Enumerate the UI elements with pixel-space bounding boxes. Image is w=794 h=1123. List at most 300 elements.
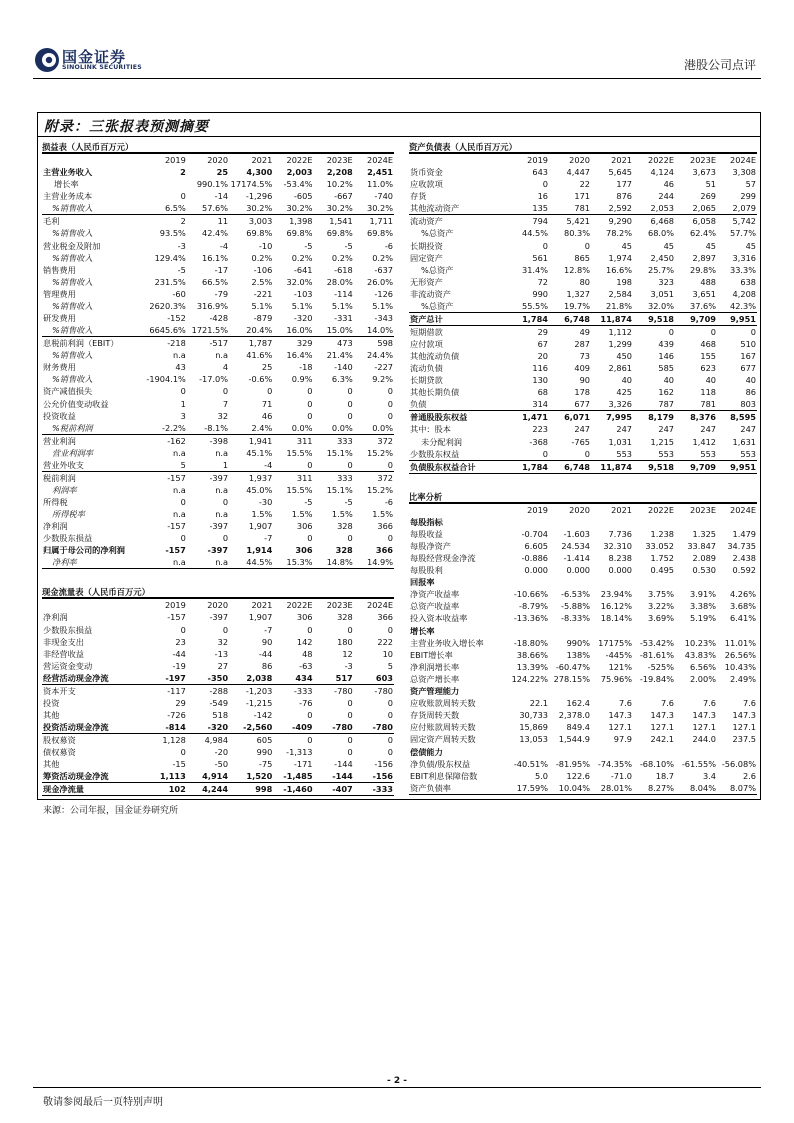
- table-cell: 0.2%: [291, 252, 313, 263]
- table-cell: 643: [532, 167, 548, 178]
- table-row: [409, 673, 757, 685]
- table-cell: 46: [663, 179, 674, 190]
- table-cell: 450: [616, 351, 632, 362]
- table-cell: -409: [273, 721, 313, 734]
- table-cell: -2.2%: [145, 422, 187, 435]
- table-cell: 12: [342, 648, 353, 659]
- table-cell: 42.4%: [202, 228, 229, 239]
- table-cell: 803: [717, 398, 757, 411]
- table-cell: 9,709: [675, 312, 717, 325]
- table-cell: 1,784: [509, 312, 549, 325]
- table-cell: 44.5%: [229, 556, 273, 569]
- table-cell: 3,673: [692, 167, 716, 178]
- table-row: [409, 770, 757, 782]
- table-cell: 990%: [566, 637, 590, 648]
- table-cell: 45.0%: [246, 484, 273, 495]
- row-label: 营业税金及附加: [43, 240, 101, 251]
- table-cell: 1,471: [522, 412, 548, 423]
- table-cell: -6: [384, 240, 393, 251]
- table-cell: 71: [261, 398, 273, 409]
- table-cell: 75.96%: [600, 673, 632, 684]
- table-cell: -162: [167, 435, 186, 446]
- column-header: 2021: [251, 600, 273, 611]
- column-header: 2024E: [729, 155, 756, 166]
- table-cell: 147.3: [650, 710, 674, 721]
- table-row: [409, 612, 757, 624]
- table-cell: -641: [293, 264, 313, 275]
- table-cell: 306: [296, 612, 313, 623]
- table-cell: 605: [256, 735, 273, 746]
- table-cell: 57: [745, 179, 756, 190]
- table-row: [42, 672, 394, 685]
- row-label: 营业利润: [43, 435, 76, 446]
- table-cell: 306: [295, 545, 313, 556]
- table-cell: 9,518: [633, 460, 675, 473]
- table-cell: 333: [337, 435, 353, 446]
- table-cell: -17.0%: [199, 374, 229, 385]
- table-subheading: 增长率: [410, 625, 435, 636]
- table-cell: 2.438: [732, 553, 756, 564]
- table-row: [42, 264, 394, 276]
- column-header: 2021: [611, 155, 632, 166]
- table-cell: 1,784: [509, 460, 549, 473]
- table-cell: -397: [209, 612, 229, 623]
- table-cell: 0: [542, 179, 548, 190]
- table-cell: 62.4%: [689, 228, 716, 239]
- row-label: 经营活动现金净流: [42, 672, 145, 685]
- table-cell: -63: [299, 660, 313, 671]
- table-row: [42, 349, 394, 361]
- table-cell: 5,645: [608, 167, 632, 178]
- column-header: 2019: [527, 504, 548, 515]
- table-cell: -350: [187, 672, 229, 685]
- table-cell: 1,113: [145, 770, 187, 783]
- table-cell: 178: [574, 387, 590, 398]
- table-cell: 1,914: [246, 545, 273, 556]
- table-cell: -0.886: [521, 553, 548, 564]
- table-cell: 5.1%: [291, 300, 313, 311]
- table-cell: -288: [209, 685, 229, 696]
- table-cell: 510: [740, 338, 756, 349]
- row-label: %销售收入: [52, 350, 93, 361]
- table-cell: 2: [180, 167, 186, 178]
- table-cell: 40: [705, 375, 716, 386]
- row-label: %销售收入: [52, 374, 93, 385]
- table-row: [409, 436, 757, 448]
- table-cell: 1.325: [692, 528, 716, 539]
- table-cell: 3.91%: [689, 589, 716, 600]
- table-cell: 86: [261, 660, 273, 671]
- table-row: [42, 544, 394, 556]
- column-header: 2021: [251, 155, 273, 166]
- row-label: 应收款项: [410, 179, 443, 190]
- table-cell: 6,071: [564, 412, 590, 423]
- row-label: 长期贷款: [410, 375, 443, 386]
- table-cell: 0.0%: [273, 422, 313, 435]
- table-row: [409, 166, 757, 178]
- table-cell: 93.5%: [159, 228, 186, 239]
- table-cell: 314: [509, 398, 549, 411]
- column-header: 2022E: [647, 504, 674, 515]
- table-cell: 38.66%: [516, 649, 548, 660]
- row-label: 营业利润率: [52, 447, 93, 458]
- table-row: [42, 300, 394, 312]
- table-cell: 366: [377, 521, 393, 532]
- balance-sheet-title: [409, 141, 757, 154]
- table-cell: 18.7: [655, 770, 674, 781]
- table-cell: 4,124: [650, 167, 674, 178]
- row-label: 所得税率: [52, 509, 85, 520]
- income-statement-title: [42, 141, 394, 154]
- column-header: 2023E: [689, 155, 716, 166]
- table-cell: 244.0: [692, 734, 716, 745]
- table-row: [409, 374, 757, 386]
- table-cell: 781: [675, 398, 717, 411]
- table-cell: -44: [172, 648, 186, 659]
- table-cell: 990.1%: [196, 179, 229, 190]
- table-cell: 15.5%: [286, 447, 313, 458]
- table-header-row: [409, 154, 757, 166]
- row-label: 毛利: [43, 216, 60, 227]
- row-label: 负债: [409, 398, 509, 411]
- table-row: [409, 411, 757, 424]
- table-row: [42, 459, 394, 472]
- table-cell: 10.43%: [724, 661, 756, 672]
- table-cell: 0: [222, 496, 229, 507]
- table-cell: 1.5%: [372, 509, 393, 520]
- table-cell: -5: [304, 496, 313, 507]
- table-cell: 5: [387, 660, 393, 671]
- table-cell: 0: [584, 240, 590, 251]
- column-header: 2019: [164, 155, 186, 166]
- table-cell: 242.1: [650, 734, 674, 745]
- table-cell: 794: [532, 216, 548, 227]
- table-cell: 0: [387, 624, 393, 635]
- table-cell: 623: [700, 363, 716, 374]
- table-cell: -333: [293, 685, 313, 696]
- table-cell: 237.5: [732, 734, 756, 745]
- row-label: 研发费用: [43, 313, 76, 324]
- column-header: 2024E: [366, 155, 393, 166]
- row-label: 股权募资: [43, 735, 76, 746]
- table-cell: 33.847: [687, 540, 716, 551]
- table-cell: -13.36%: [513, 613, 548, 624]
- table-cell: 45: [663, 240, 674, 251]
- table-cell: n.a: [215, 484, 229, 495]
- table-row: [409, 386, 757, 398]
- table-cell: 73: [579, 351, 590, 362]
- table-cell: -19: [172, 660, 186, 671]
- row-label: 息税前利润（EBIT）: [43, 338, 119, 349]
- table-row: [42, 746, 394, 758]
- row-label: 净利润增长率: [410, 661, 460, 672]
- table-cell: 638: [740, 276, 756, 287]
- table-row: [409, 227, 757, 239]
- table-cell: -320: [187, 721, 229, 734]
- table-cell: 155: [700, 351, 716, 362]
- table-cell: 1721.5%: [187, 324, 229, 337]
- table-cell: 585: [658, 363, 674, 374]
- table-cell: 1: [180, 398, 186, 409]
- table-cell: 162: [658, 387, 674, 398]
- table-cell: -14: [214, 191, 229, 202]
- table-cell: 0.530: [692, 565, 716, 576]
- table-cell: 9,518: [633, 312, 675, 325]
- table-cell: 180: [337, 636, 353, 647]
- table-cell: 7.736: [608, 528, 632, 539]
- table-cell: 2,584: [608, 288, 632, 299]
- table-row: [409, 239, 757, 251]
- table-cell: 0: [542, 240, 548, 251]
- table-cell: 0: [273, 459, 313, 472]
- table-cell: -814: [145, 721, 187, 734]
- table-cell: n.a: [145, 556, 187, 569]
- table-cell: 146: [658, 351, 674, 362]
- table-header-row: [409, 504, 757, 516]
- table-row: [42, 239, 394, 251]
- table-cell: -1,203: [245, 685, 273, 696]
- ratio-analysis-title: [409, 491, 757, 504]
- table-cell: 1,907: [248, 521, 273, 532]
- table-cell: 8,179: [648, 412, 674, 423]
- table-cell: 167: [740, 351, 756, 362]
- table-cell: -368: [529, 436, 548, 447]
- table-cell: 20: [537, 351, 548, 362]
- table-cell: -407: [314, 783, 354, 796]
- table-cell: 7.6: [660, 698, 674, 709]
- table-row: [409, 697, 757, 709]
- table-row: [42, 252, 394, 264]
- table-cell: 0.000: [524, 565, 548, 576]
- table-cell: -106: [253, 264, 273, 275]
- table-cell: 1,907: [248, 612, 273, 623]
- table-cell: -20: [214, 747, 229, 758]
- table-row: [42, 709, 394, 721]
- table-cell: 46: [261, 410, 273, 421]
- table-cell: -142: [253, 710, 273, 721]
- row-label: %总资产: [409, 300, 509, 313]
- table-cell: 8.04%: [675, 782, 717, 795]
- table-cell: 24.534: [561, 540, 590, 551]
- table-cell: 1,974: [608, 252, 632, 263]
- table-cell: 6,748: [549, 460, 591, 473]
- table-cell: 468: [700, 338, 716, 349]
- table-cell: 222: [377, 636, 393, 647]
- table-cell: 328: [337, 521, 353, 532]
- table-cell: -6.53%: [561, 589, 590, 600]
- table-cell: 553: [591, 448, 633, 461]
- table-cell: 17.59%: [509, 782, 549, 795]
- row-label: %总资产: [421, 228, 454, 239]
- table-cell: -3: [344, 660, 353, 671]
- row-label: 投入资本收益率: [410, 613, 468, 624]
- source-note: 来源：公司年报，国金证券研究所: [43, 806, 179, 816]
- column-header: [42, 154, 145, 166]
- table-cell: -637: [374, 264, 393, 275]
- table-cell: 4: [222, 362, 229, 373]
- table-cell: 7: [222, 398, 229, 409]
- row-label: 无形资产: [410, 276, 443, 287]
- column-header: [409, 504, 509, 516]
- table-cell: 2,053: [633, 202, 675, 215]
- column-header: 2022E: [286, 600, 313, 611]
- row-label: 资产负债率: [409, 782, 509, 795]
- table-cell: 1: [187, 459, 229, 472]
- row-label: %销售收入: [52, 276, 93, 287]
- table-cell: 6.41%: [729, 613, 756, 624]
- table-row: [42, 758, 394, 770]
- row-label: 其他流动负债: [410, 351, 460, 362]
- row-label: 存货: [410, 191, 427, 202]
- table-cell: -618: [334, 264, 353, 275]
- table-row: [409, 215, 757, 228]
- table-cell: 3,651: [692, 288, 716, 299]
- table-cell: -144: [314, 770, 354, 783]
- table-cell: 0: [222, 624, 229, 635]
- table-cell: n.a: [187, 556, 229, 569]
- table-cell: 1,937: [248, 472, 273, 483]
- table-cell: -445%: [605, 649, 632, 660]
- table-row: [42, 373, 394, 385]
- table-cell: -740: [374, 191, 393, 202]
- table-cell: 7.6: [702, 698, 716, 709]
- column-header: 2022E: [286, 155, 313, 166]
- row-label: %销售收入: [42, 324, 145, 337]
- row-label: 销售费用: [43, 264, 76, 275]
- table-cell: 29: [537, 326, 548, 337]
- table-cell: 9,709: [675, 460, 717, 473]
- table-cell: -343: [374, 313, 393, 324]
- table-cell: 1,787: [248, 338, 273, 349]
- table-row: [42, 508, 394, 520]
- cashflow-statement-title: [42, 586, 394, 599]
- table-cell: 0: [387, 710, 393, 721]
- table-cell: 8.238: [608, 553, 632, 564]
- table-cell: -60.47%: [555, 661, 590, 672]
- table-row: [42, 361, 394, 373]
- table-cell: 0: [387, 735, 393, 746]
- table-cell: -103: [293, 288, 313, 299]
- table-cell: 9,951: [717, 460, 757, 473]
- table-cell: 2,897: [692, 252, 716, 263]
- table-cell: -397: [207, 545, 229, 556]
- table-cell: 5.0: [534, 770, 548, 781]
- table-cell: 8.07%: [717, 782, 757, 795]
- row-label: 资产总计: [409, 312, 509, 325]
- table-cell: -0.6%: [248, 374, 273, 385]
- table-cell: 118: [700, 387, 716, 398]
- table-cell: 269: [700, 191, 716, 202]
- table-row: [42, 178, 394, 190]
- table-cell: 677: [740, 363, 756, 374]
- table-cell: 37.6%: [675, 300, 717, 313]
- table-cell: 57.7%: [729, 228, 756, 239]
- table-cell: 0: [180, 533, 186, 544]
- row-label: 非经营收益: [43, 648, 84, 659]
- row-label: 少数股东权益: [409, 448, 509, 461]
- table-cell: 6.56%: [689, 661, 716, 672]
- row-label: 非流动资产: [410, 288, 451, 299]
- table-cell: 17174.5%: [230, 179, 273, 190]
- row-label: 长期投资: [410, 240, 443, 251]
- table-row: [409, 350, 757, 362]
- table-cell: n.a: [173, 484, 186, 495]
- table-cell: -15: [172, 759, 186, 770]
- table-cell: -1,460: [273, 783, 313, 796]
- row-label: 固定资产: [410, 252, 443, 263]
- table-cell: 0: [387, 697, 393, 708]
- table-cell: 29.8%: [689, 264, 716, 275]
- table-cell: 366: [377, 612, 393, 623]
- table-cell: 1,520: [229, 770, 273, 783]
- table-cell: -1,215: [245, 697, 273, 708]
- table-row: [409, 252, 757, 264]
- table-cell: 0: [180, 747, 186, 758]
- table-cell: 865: [574, 252, 590, 263]
- table-cell: 33.3%: [729, 264, 756, 275]
- table-cell: -398: [209, 435, 229, 446]
- table-cell: 6,058: [692, 216, 716, 227]
- row-label: 负债股东权益合计: [409, 460, 509, 473]
- table-cell: 142: [296, 636, 313, 647]
- table-cell: -157: [167, 612, 186, 623]
- table-cell: 247: [740, 424, 756, 435]
- table-cell: 0: [307, 386, 313, 397]
- table-cell: -227: [374, 362, 393, 373]
- row-label: 营业外收支: [42, 459, 145, 472]
- table-cell: -0.704: [521, 528, 548, 539]
- table-cell: 0: [307, 735, 313, 746]
- table-cell: 11: [217, 216, 229, 227]
- table-cell: 24.4%: [366, 350, 393, 361]
- table-cell: 2,861: [608, 363, 632, 374]
- table-cell: -114: [334, 288, 353, 299]
- table-cell: 876: [616, 191, 632, 202]
- row-label: EBIT利息保障倍数: [410, 770, 478, 781]
- table-cell: 22.1: [529, 698, 548, 709]
- sinolink-logo-icon: [34, 47, 60, 73]
- table-row: [409, 202, 757, 215]
- table-row: [409, 600, 757, 612]
- table-cell: 22: [579, 179, 590, 190]
- table-cell: n.a: [173, 509, 186, 520]
- table-cell: 124.22%: [511, 673, 548, 684]
- table-row: [409, 576, 757, 588]
- column-header: 2022E: [647, 155, 674, 166]
- table-cell: 0.2%: [331, 252, 353, 263]
- column-header: 2019: [527, 155, 548, 166]
- table-cell: 10.2%: [326, 179, 353, 190]
- table-cell: 147.3: [732, 710, 756, 721]
- table-cell: 409: [574, 363, 590, 374]
- table-cell: 127.1: [732, 722, 756, 733]
- row-label: 现金净流量: [42, 783, 145, 796]
- table-cell: -30: [258, 496, 273, 507]
- table-cell: 3.38%: [689, 601, 716, 612]
- table-cell: 16: [537, 191, 548, 202]
- page-header: [0, 0, 794, 80]
- table-cell: 9,290: [608, 216, 632, 227]
- table-cell: 69.8%: [246, 228, 273, 239]
- table-row: [42, 398, 394, 410]
- table-cell: 311: [296, 435, 313, 446]
- table-cell: -780: [314, 721, 354, 734]
- table-cell: -780: [334, 685, 353, 696]
- table-cell: -549: [209, 697, 229, 708]
- table-row: [42, 660, 394, 672]
- table-row: [409, 588, 757, 600]
- table-cell: 473: [337, 338, 353, 349]
